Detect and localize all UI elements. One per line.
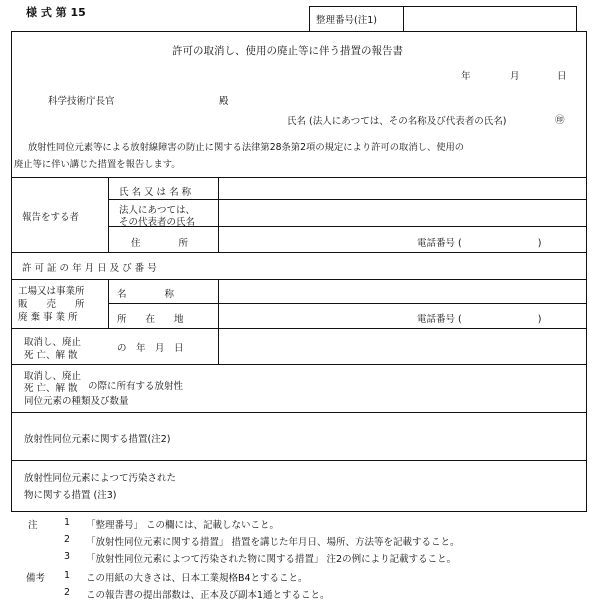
possession-label-2b: の際に所有する放射性 (88, 381, 184, 392)
facility-label-1: 工場又は事業所 (18, 286, 85, 297)
possession-label-1: 取消し、廃止 (24, 371, 82, 382)
cancel-label-2: 死 亡、解 散 (24, 350, 78, 361)
facility-label-3: 廃 棄 事 業 所 (18, 312, 78, 323)
rep-label-2: その代表者の氏名 (119, 217, 196, 228)
name-label: 氏 名 又 は 名 称 (119, 187, 192, 198)
remark-2-num: 2 (64, 587, 71, 598)
facility-location-label: 所 在 地 (117, 314, 184, 325)
address-field[interactable] (219, 227, 409, 251)
honorific: 殿 (219, 96, 229, 107)
phone-label: 電話番号 ( ) (417, 238, 542, 249)
date-month: 月 (510, 71, 520, 82)
facility-name-field[interactable] (219, 280, 586, 302)
seiri-bango-label: 整理番号(注1) (316, 15, 377, 26)
name-field[interactable] (219, 178, 586, 198)
permit-field[interactable] (219, 253, 586, 278)
date-day: 日 (557, 71, 567, 82)
rep-label-1: 法人にあつては、 (119, 205, 196, 216)
contamination-label-2: 物に関する措置 (注3) (24, 490, 117, 501)
cancel-date-field[interactable] (219, 329, 586, 363)
remark-1-num: 1 (64, 570, 71, 581)
contamination-label-1: 放射性同位元素によつて汚染された (24, 473, 177, 484)
facility-label-2: 販 売 所 (18, 299, 85, 310)
addressee: 科学技術庁長官 (48, 96, 115, 107)
note-label: 注 (28, 520, 38, 531)
body-text-line-1: 放射性同位元素等による放射線障害の防止に関する法律第28条第2項の規定により許可の取消し、使用の (28, 142, 465, 153)
contamination-field[interactable] (200, 461, 586, 511)
possession-label-3: 同位元素の種類及び数量 (24, 396, 129, 407)
remark-2-text: この報告書の提出部数は、正本及び副本1通とすること。 (86, 590, 330, 601)
address-label: 住 所 (131, 238, 189, 249)
possession-label-2: 死 亡、解 散 (24, 383, 78, 394)
body-text-line-2: 廃止等に伴い講じた措置を報告します。 (14, 159, 181, 170)
permit-label: 許 可 証 の 年 月 日 及 び 番 号 (22, 263, 157, 274)
note-2-num: 2 (64, 534, 71, 545)
facility-name-label: 名 称 (117, 289, 175, 300)
measures-field[interactable] (200, 413, 586, 459)
note-2-text: 「放射性同位元素に関する措置」 措置を講じた年月日、場所、方法等を記載すること。 (86, 537, 460, 548)
possession-field[interactable] (200, 365, 586, 411)
measures-label: 放射性同位元素に関する措置(注2) (24, 434, 171, 445)
document-title: 許可の取消し、使用の廃止等に伴う措置の報告書 (172, 45, 403, 57)
remarks-label: 備考 (26, 573, 46, 584)
date-year: 年 (461, 71, 471, 82)
applicant-name-line: 氏名 (法人にあつては、その名称及び代表者の氏名) (287, 116, 507, 127)
cancel-label-1: 取消し、廃止 (24, 337, 82, 348)
reporter-label: 報告をする者 (22, 212, 80, 223)
remark-1-text: この用紙の大きさは、日本工業規格B4とすること。 (86, 573, 308, 584)
seal-mark: ㊞ (555, 115, 565, 126)
note-1-num: 1 (64, 517, 71, 528)
form-number: 様 式 第 15 (26, 6, 86, 19)
seiri-bango-field[interactable] (404, 7, 576, 31)
representative-field[interactable] (219, 200, 586, 225)
note-3-num: 3 (64, 551, 71, 562)
facility-phone-label: 電話番号 ( ) (417, 314, 542, 325)
note-3-text: 「放射性同位元素によつて汚染された物に関する措置」 注2の例により記載すること。 (86, 554, 457, 565)
cancel-date-label: の 年 月 日 (117, 343, 184, 354)
note-1-text: 「整理番号」 この欄には、記載しないこと。 (86, 520, 280, 531)
facility-location-field[interactable] (219, 304, 409, 327)
